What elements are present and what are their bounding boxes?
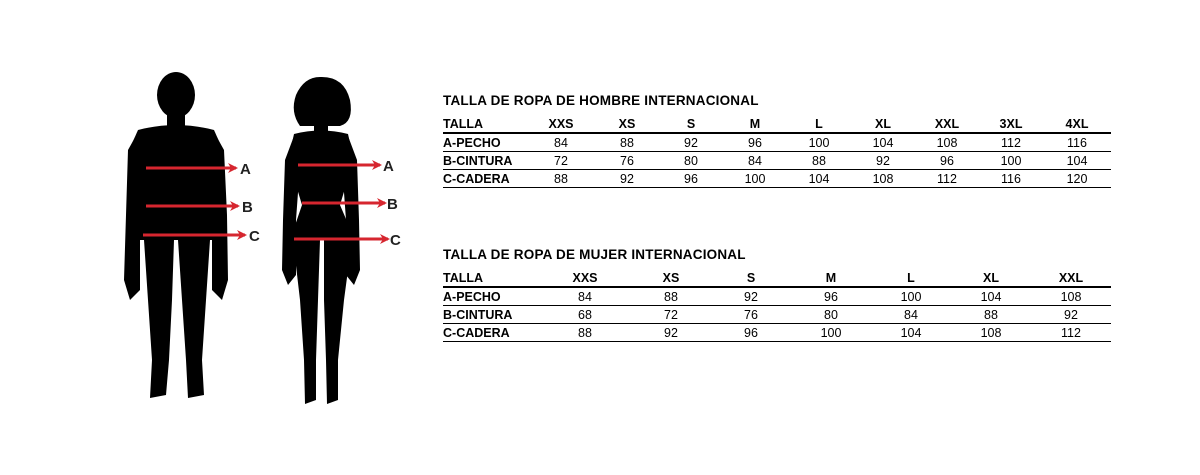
table-cell: 92 <box>631 324 711 342</box>
table-cell: 76 <box>595 152 659 170</box>
female-label-c: C <box>390 232 401 249</box>
table-header-cell: XS <box>631 269 711 287</box>
table-cell: 100 <box>787 133 851 152</box>
table-header-cell: XXL <box>1031 269 1111 287</box>
table-cell: 108 <box>851 170 915 188</box>
table-cell: 92 <box>595 170 659 188</box>
table-header-cell: XXS <box>539 269 631 287</box>
row-label: A-PECHO <box>443 287 539 306</box>
table-cell: 72 <box>631 306 711 324</box>
table-header-cell: 4XL <box>1043 115 1111 133</box>
body-measurement-figure <box>0 0 440 475</box>
table-cell: 84 <box>527 133 595 152</box>
table-cell: 76 <box>711 306 791 324</box>
women-size-chart <box>443 246 1111 342</box>
table-cell: 96 <box>659 170 723 188</box>
table-header-cell: S <box>711 269 791 287</box>
table-cell: 84 <box>871 306 951 324</box>
table-row <box>443 152 1111 170</box>
table-cell: 84 <box>723 152 787 170</box>
table-cell: 112 <box>979 133 1043 152</box>
table-cell: 100 <box>723 170 787 188</box>
table-cell: 100 <box>791 324 871 342</box>
table-cell: 120 <box>1043 170 1111 188</box>
male-label-c: C <box>249 228 260 245</box>
table-cell: 84 <box>539 287 631 306</box>
table-cell: 116 <box>1043 133 1111 152</box>
table-cell: 100 <box>979 152 1043 170</box>
table-header-cell: L <box>787 115 851 133</box>
table-cell: 96 <box>915 152 979 170</box>
men-header-row <box>443 115 1111 133</box>
table-cell: 80 <box>791 306 871 324</box>
row-label: B-CINTURA <box>443 306 539 324</box>
table-cell: 88 <box>951 306 1031 324</box>
table-cell: 88 <box>539 324 631 342</box>
row-label: A-PECHO <box>443 133 527 152</box>
table-header-cell: TALLA <box>443 269 539 287</box>
table-cell: 72 <box>527 152 595 170</box>
table-cell: 96 <box>791 287 871 306</box>
table-header-cell: XL <box>851 115 915 133</box>
table-cell: 112 <box>915 170 979 188</box>
table-cell: 96 <box>723 133 787 152</box>
table-cell: 104 <box>871 324 951 342</box>
table-cell: 88 <box>631 287 711 306</box>
table-row <box>443 306 1111 324</box>
table-row <box>443 287 1111 306</box>
table-header-cell: M <box>791 269 871 287</box>
row-label: C-CADERA <box>443 324 539 342</box>
table-cell: 104 <box>787 170 851 188</box>
men-size-chart-title: TALLA DE ROPA DE HOMBRE INTERNACIONAL <box>443 93 759 108</box>
table-cell: 104 <box>1043 152 1111 170</box>
female-label-a: A <box>383 158 394 175</box>
table-cell: 108 <box>951 324 1031 342</box>
table-cell: 88 <box>787 152 851 170</box>
table-cell: 108 <box>915 133 979 152</box>
table-cell: 92 <box>711 287 791 306</box>
female-label-b: B <box>387 196 398 213</box>
table-cell: 88 <box>527 170 595 188</box>
table-cell: 88 <box>595 133 659 152</box>
table-cell: 104 <box>851 133 915 152</box>
table-header-cell: TALLA <box>443 115 527 133</box>
table-cell: 92 <box>659 133 723 152</box>
table-header-cell: S <box>659 115 723 133</box>
women-size-table <box>443 269 1111 342</box>
silhouettes-svg <box>0 0 440 475</box>
table-cell: 116 <box>979 170 1043 188</box>
table-cell: 112 <box>1031 324 1111 342</box>
table-header-cell: XS <box>595 115 659 133</box>
table-row <box>443 324 1111 342</box>
table-cell: 108 <box>1031 287 1111 306</box>
men-size-chart <box>443 92 1111 188</box>
table-cell: 100 <box>871 287 951 306</box>
table-header-cell: 3XL <box>979 115 1043 133</box>
table-row <box>443 170 1111 188</box>
women-size-chart-title: TALLA DE ROPA DE MUJER INTERNACIONAL <box>443 247 746 262</box>
table-header-cell: M <box>723 115 787 133</box>
table-header-cell: XXL <box>915 115 979 133</box>
table-cell: 68 <box>539 306 631 324</box>
men-size-table <box>443 115 1111 188</box>
table-header-cell: XL <box>951 269 1031 287</box>
women-header-row <box>443 269 1111 287</box>
table-row <box>443 133 1111 152</box>
male-label-b: B <box>242 199 253 216</box>
table-cell: 92 <box>851 152 915 170</box>
table-cell: 96 <box>711 324 791 342</box>
table-header-cell: XXS <box>527 115 595 133</box>
table-cell: 80 <box>659 152 723 170</box>
table-header-cell: L <box>871 269 951 287</box>
table-cell: 104 <box>951 287 1031 306</box>
row-label: C-CADERA <box>443 170 527 188</box>
male-label-a: A <box>240 161 251 178</box>
row-label: B-CINTURA <box>443 152 527 170</box>
table-cell: 92 <box>1031 306 1111 324</box>
